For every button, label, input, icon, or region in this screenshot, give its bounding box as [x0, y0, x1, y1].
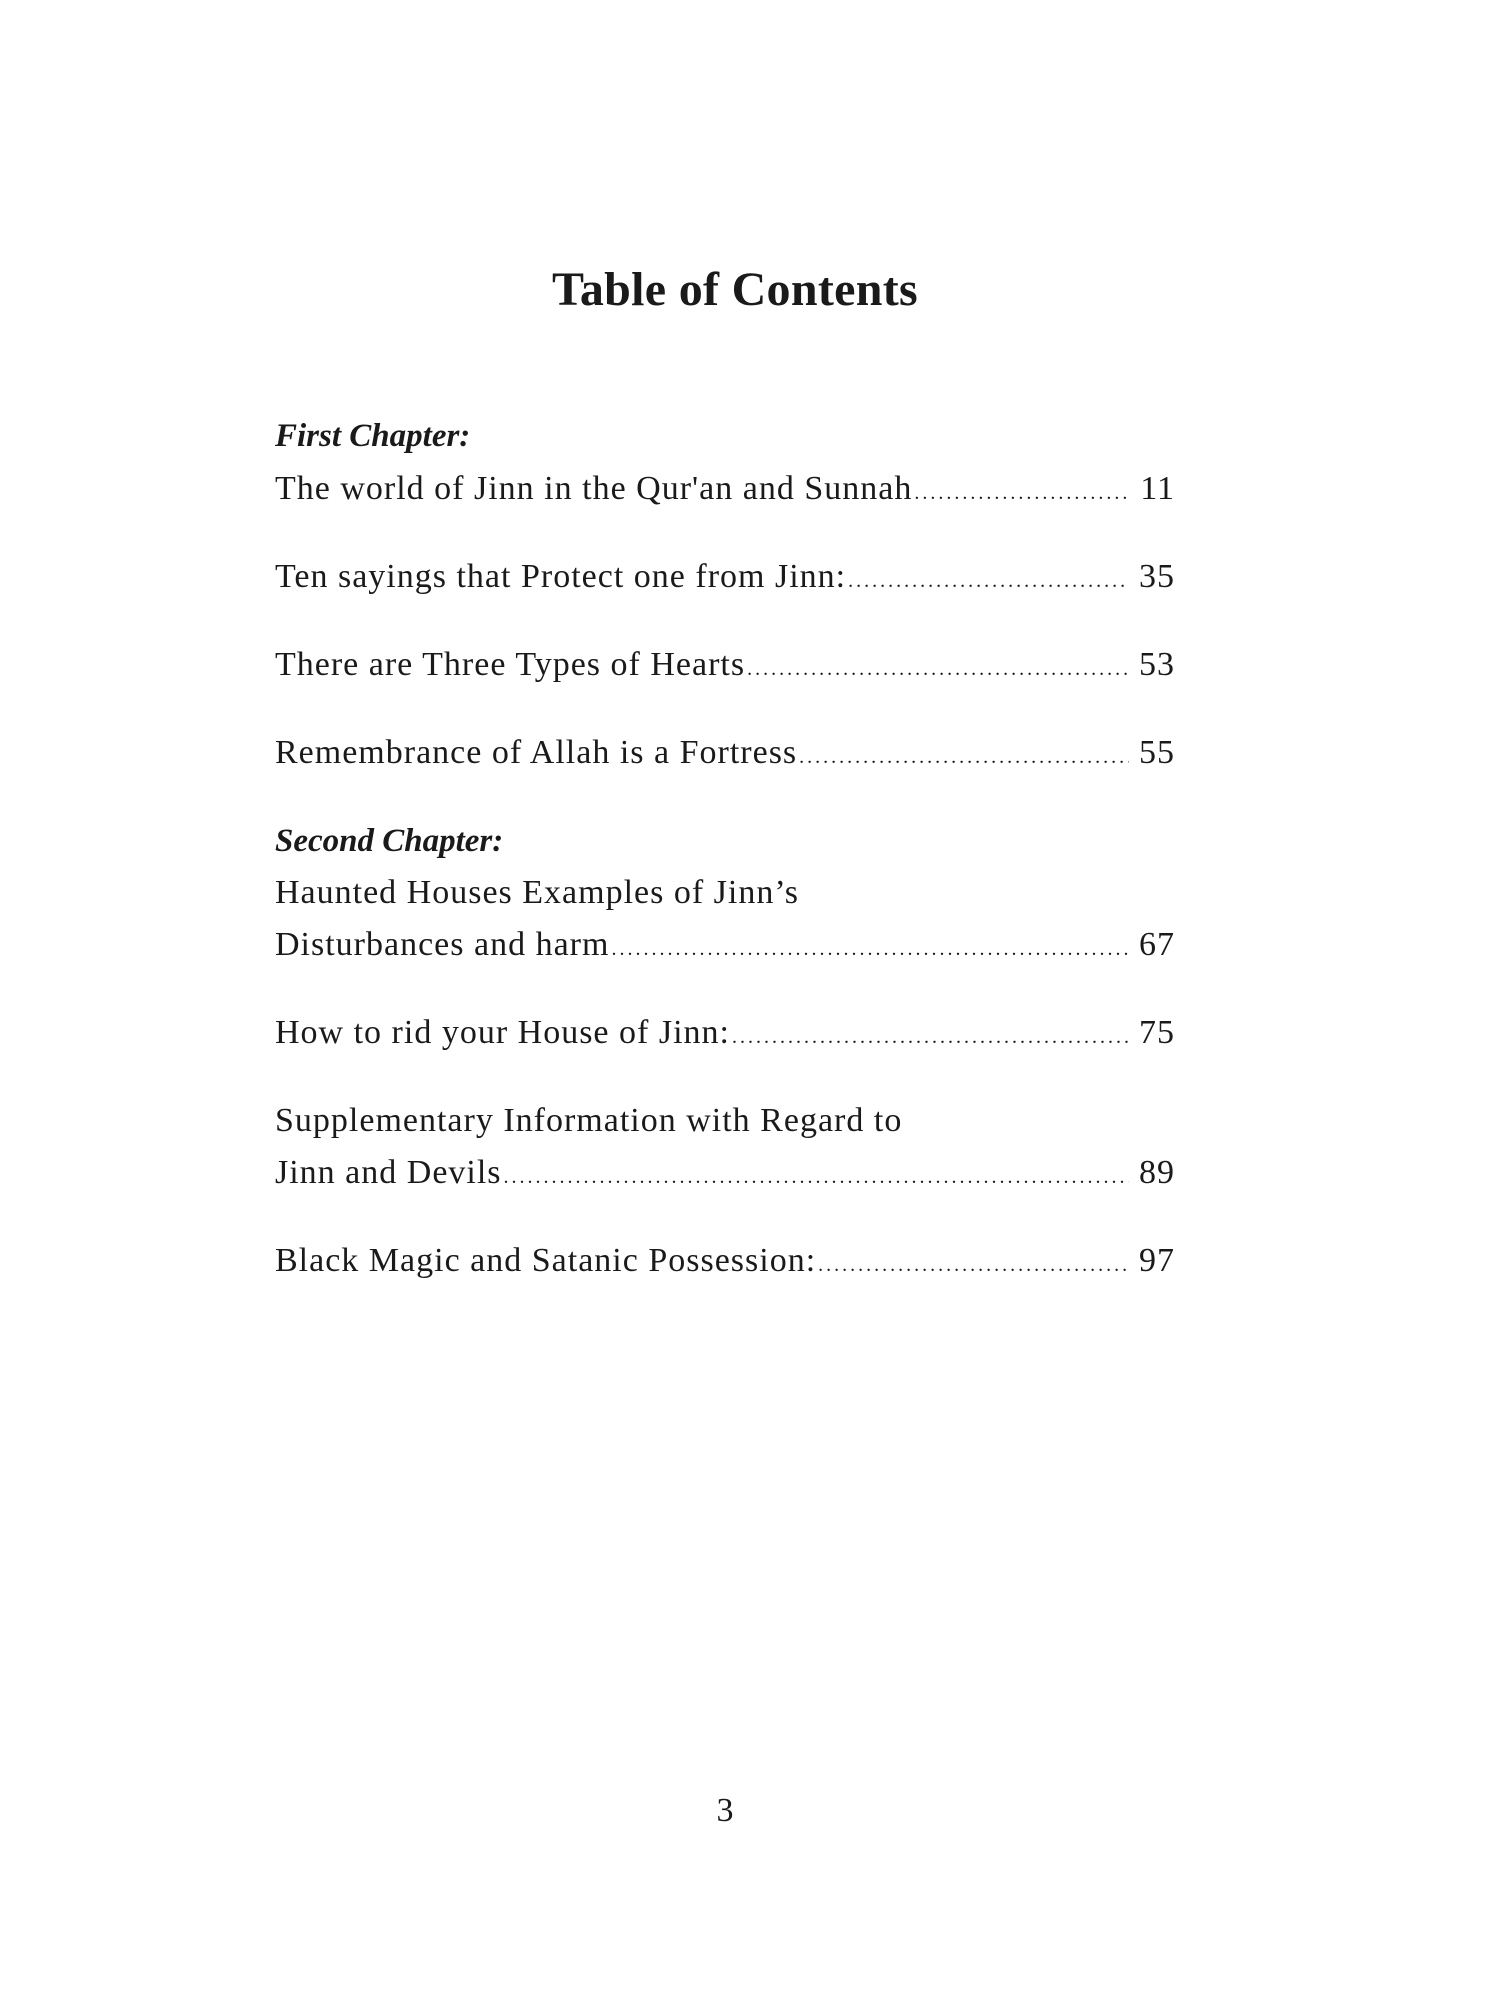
toc-entry [275, 558, 1175, 596]
chapter-heading-first: First Chapter: [275, 418, 471, 454]
toc-entry [275, 470, 1175, 508]
toc-entry-page: 89 [1139, 1154, 1175, 1191]
toc-entry-page: 53 [1139, 646, 1175, 683]
dot-leader [747, 658, 1129, 681]
dot-leader [914, 482, 1129, 505]
page-title: Table of Contents [551, 263, 919, 316]
toc-entry [275, 734, 1175, 772]
toc-entry-title: Disturbances and harm [275, 926, 610, 963]
dot-leader [732, 1026, 1129, 1049]
toc-entry-page: 55 [1139, 734, 1175, 771]
toc-entry [275, 1014, 1175, 1052]
dot-leader [504, 1166, 1129, 1189]
toc-entry-title: The world of Jinn in the Qur'an and Sunnah [275, 470, 913, 507]
toc-entry-title: Jinn and Devils [275, 1154, 502, 1191]
toc-entry [275, 926, 1175, 964]
page-number: 3 [716, 1792, 734, 1829]
toc-entry-page: 67 [1139, 926, 1175, 963]
toc-entry [275, 646, 1175, 684]
toc-entry-page: 97 [1139, 1242, 1175, 1279]
toc-entry-title: There are Three Types of Hearts [275, 646, 746, 683]
toc-entry-title: Ten sayings that Protect one from Jinn: [275, 558, 847, 595]
toc-entry-page: 11 [1140, 470, 1175, 507]
toc-entry-title: Remembrance of Allah is a Fortress [275, 734, 798, 771]
toc-entry-title-line1: Haunted Houses Examples of Jinn’s [275, 874, 800, 911]
dot-leader [848, 570, 1129, 593]
toc-entry-title: How to rid your House of Jinn: [275, 1014, 730, 1051]
dot-leader [818, 1254, 1129, 1277]
toc-entry [275, 1242, 1175, 1280]
toc-entry-title-line1: Supplementary Information with Regard to [275, 1102, 903, 1139]
toc-entry-title: Black Magic and Satanic Possession: [275, 1242, 817, 1279]
toc-entry [275, 1154, 1175, 1192]
dot-leader [611, 938, 1129, 961]
toc-entry-page: 35 [1139, 558, 1175, 595]
dot-leader [799, 746, 1129, 769]
chapter-heading-second: Second Chapter: [275, 823, 504, 859]
toc-entry-page: 75 [1139, 1014, 1175, 1051]
